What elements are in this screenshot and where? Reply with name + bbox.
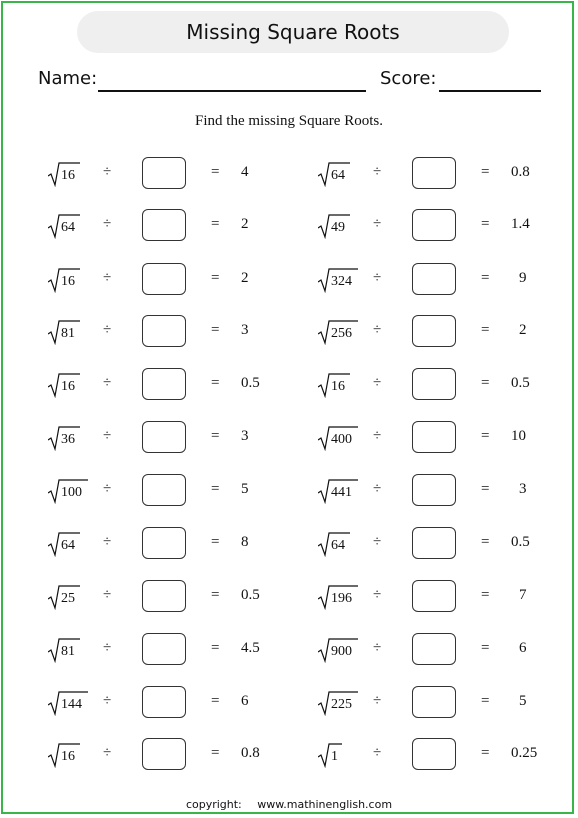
square-root-expression — [318, 319, 362, 345]
radicand: 81 — [61, 326, 75, 341]
result-value: 10 — [511, 428, 526, 444]
problem-row — [48, 315, 278, 351]
radicand: 256 — [331, 326, 352, 341]
equals-sign: = — [481, 587, 490, 603]
equals-sign: = — [481, 640, 490, 656]
divide-sign: ÷ — [103, 481, 112, 497]
divide-sign: ÷ — [103, 745, 112, 761]
square-root-expression — [48, 742, 92, 768]
equals-sign: = — [211, 216, 220, 232]
equals-sign: = — [481, 693, 490, 709]
square-root-expression — [318, 742, 362, 768]
equals-sign: = — [481, 164, 490, 180]
result-value: 0.5 — [511, 375, 530, 391]
problem-row — [48, 580, 278, 616]
square-root-expression — [48, 478, 92, 504]
equals-sign: = — [211, 375, 220, 391]
divide-sign: ÷ — [373, 640, 382, 656]
problem-row — [48, 157, 278, 193]
radicand: 36 — [61, 432, 75, 447]
equals-sign: = — [211, 587, 220, 603]
divide-sign: ÷ — [103, 640, 112, 656]
answer-box[interactable] — [142, 315, 186, 347]
square-root-expression — [48, 372, 92, 398]
divide-sign: ÷ — [103, 164, 112, 180]
answer-box[interactable] — [142, 580, 186, 612]
result-value: 0.5 — [241, 587, 260, 603]
radicand: 64 — [61, 220, 75, 235]
square-root-expression — [318, 584, 362, 610]
answer-box[interactable] — [412, 738, 456, 770]
radicand: 16 — [61, 274, 75, 289]
square-root-expression — [48, 637, 92, 663]
result-value: 3 — [241, 322, 249, 338]
divide-sign: ÷ — [373, 693, 382, 709]
problem-row — [318, 738, 548, 774]
radicand: 81 — [61, 644, 75, 659]
result-value: 4.5 — [241, 640, 260, 656]
divide-sign: ÷ — [103, 534, 112, 550]
radicand: 16 — [331, 379, 345, 394]
result-value: 0.25 — [511, 745, 538, 761]
equals-sign: = — [481, 375, 490, 391]
score-label: Score: — [380, 68, 437, 89]
radicand: 16 — [61, 379, 75, 394]
problem-row — [48, 738, 278, 774]
result-value: 5 — [241, 481, 249, 497]
answer-box[interactable] — [412, 157, 456, 189]
instructions-text: Find the missing Square Roots. — [195, 113, 383, 129]
answer-box[interactable] — [412, 686, 456, 718]
square-root-expression — [318, 425, 362, 451]
equals-sign: = — [211, 428, 220, 444]
problem-row — [318, 580, 548, 616]
equals-sign: = — [481, 270, 490, 286]
answer-box[interactable] — [412, 580, 456, 612]
divide-sign: ÷ — [373, 587, 382, 603]
answer-box[interactable] — [142, 474, 186, 506]
page-title: Missing Square Roots — [186, 20, 400, 44]
divide-sign: ÷ — [103, 587, 112, 603]
divide-sign: ÷ — [103, 375, 112, 391]
radicand: 64 — [61, 538, 75, 553]
answer-box[interactable] — [412, 315, 456, 347]
square-root-expression — [48, 584, 92, 610]
problem-row — [318, 421, 548, 457]
result-value: 2 — [241, 216, 249, 232]
answer-box[interactable] — [412, 527, 456, 559]
answer-box[interactable] — [142, 421, 186, 453]
equals-sign: = — [211, 745, 220, 761]
result-value: 3 — [519, 481, 527, 497]
answer-box[interactable] — [142, 368, 186, 400]
result-value: 3 — [241, 428, 249, 444]
divide-sign: ÷ — [103, 693, 112, 709]
divide-sign: ÷ — [373, 481, 382, 497]
result-value: 4 — [241, 164, 249, 180]
result-value: 9 — [519, 270, 527, 286]
square-root-expression — [48, 267, 92, 293]
problem-row — [318, 686, 548, 722]
square-root-expression — [318, 161, 362, 187]
square-root-expression — [318, 213, 362, 239]
divide-sign: ÷ — [373, 270, 382, 286]
answer-box[interactable] — [412, 368, 456, 400]
problem-row — [318, 368, 548, 404]
answer-box[interactable] — [142, 263, 186, 295]
equals-sign: = — [481, 481, 490, 497]
radicand: 1 — [331, 749, 338, 764]
answer-box[interactable] — [142, 527, 186, 559]
problem-row — [318, 209, 548, 245]
name-label: Name: — [38, 68, 98, 89]
result-value: 0.5 — [511, 534, 530, 550]
footer — [0, 798, 578, 811]
problem-row — [48, 421, 278, 457]
equals-sign: = — [211, 534, 220, 550]
equals-sign: = — [211, 640, 220, 656]
square-root-expression — [48, 319, 92, 345]
equals-sign: = — [211, 693, 220, 709]
square-root-expression — [318, 637, 362, 663]
problem-row — [48, 686, 278, 722]
problem-row — [48, 527, 278, 563]
equals-sign: = — [481, 216, 490, 232]
problem-row — [48, 474, 278, 510]
problem-row — [318, 527, 548, 563]
square-root-expression — [48, 161, 92, 187]
result-value: 6 — [241, 693, 249, 709]
equals-sign: = — [211, 270, 220, 286]
divide-sign: ÷ — [373, 216, 382, 232]
radicand: 196 — [331, 591, 352, 606]
answer-box[interactable] — [142, 209, 186, 241]
divide-sign: ÷ — [103, 270, 112, 286]
problem-row — [48, 633, 278, 669]
result-value: 0.8 — [511, 164, 530, 180]
equals-sign: = — [481, 745, 490, 761]
radicand: 144 — [61, 697, 82, 712]
radicand: 16 — [61, 749, 75, 764]
result-value: 0.5 — [241, 375, 260, 391]
name-field[interactable] — [98, 90, 366, 92]
result-value: 7 — [519, 587, 527, 603]
divide-sign: ÷ — [373, 322, 382, 338]
square-root-expression — [318, 690, 362, 716]
answer-box[interactable] — [412, 633, 456, 665]
divide-sign: ÷ — [373, 164, 382, 180]
radicand: 400 — [331, 432, 352, 447]
problem-row — [318, 633, 548, 669]
radicand: 16 — [61, 168, 75, 183]
answer-box[interactable] — [412, 421, 456, 453]
equals-sign: = — [211, 322, 220, 338]
square-root-expression — [318, 267, 362, 293]
divide-sign: ÷ — [373, 745, 382, 761]
radicand: 25 — [61, 591, 75, 606]
result-value: 1.4 — [511, 216, 530, 232]
square-root-expression — [318, 372, 362, 398]
divide-sign: ÷ — [373, 428, 382, 444]
radicand: 324 — [331, 274, 352, 289]
result-value: 2 — [519, 322, 527, 338]
problem-row — [48, 263, 278, 299]
result-value: 8 — [241, 534, 249, 550]
square-root-expression — [318, 531, 362, 557]
radicand: 100 — [61, 485, 82, 500]
copyright-label: copyright: — [185, 798, 242, 811]
equals-sign: = — [481, 322, 490, 338]
score-field[interactable] — [439, 90, 541, 92]
answer-box[interactable] — [142, 633, 186, 665]
divide-sign: ÷ — [103, 322, 112, 338]
answer-box[interactable] — [412, 263, 456, 295]
radicand: 49 — [331, 220, 345, 235]
answer-box[interactable] — [142, 738, 186, 770]
answer-box[interactable] — [142, 157, 186, 189]
divide-sign: ÷ — [103, 428, 112, 444]
equals-sign: = — [481, 428, 490, 444]
divide-sign: ÷ — [103, 216, 112, 232]
radicand: 225 — [331, 697, 352, 712]
problem-row — [48, 209, 278, 245]
radicand: 64 — [331, 538, 345, 553]
square-root-expression — [48, 213, 92, 239]
problem-row — [318, 263, 548, 299]
result-value: 6 — [519, 640, 527, 656]
answer-box[interactable] — [142, 686, 186, 718]
result-value: 5 — [519, 693, 527, 709]
equals-sign: = — [211, 164, 220, 180]
radicand: 441 — [331, 485, 352, 500]
square-root-expression — [48, 690, 92, 716]
result-value: 0.8 — [241, 745, 260, 761]
problem-row — [318, 315, 548, 351]
square-root-expression — [48, 531, 92, 557]
square-root-expression — [48, 425, 92, 451]
problem-row — [318, 157, 548, 193]
answer-box[interactable] — [412, 474, 456, 506]
problem-row — [48, 368, 278, 404]
problem-row — [318, 474, 548, 510]
divide-sign: ÷ — [373, 375, 382, 391]
radicand: 64 — [331, 168, 345, 183]
answer-box[interactable] — [412, 209, 456, 241]
radicand: 900 — [331, 644, 352, 659]
divide-sign: ÷ — [373, 534, 382, 550]
website-link[interactable]: www.mathinenglish.com — [257, 798, 393, 811]
equals-sign: = — [481, 534, 490, 550]
result-value: 2 — [241, 270, 249, 286]
equals-sign: = — [211, 481, 220, 497]
square-root-expression — [318, 478, 362, 504]
